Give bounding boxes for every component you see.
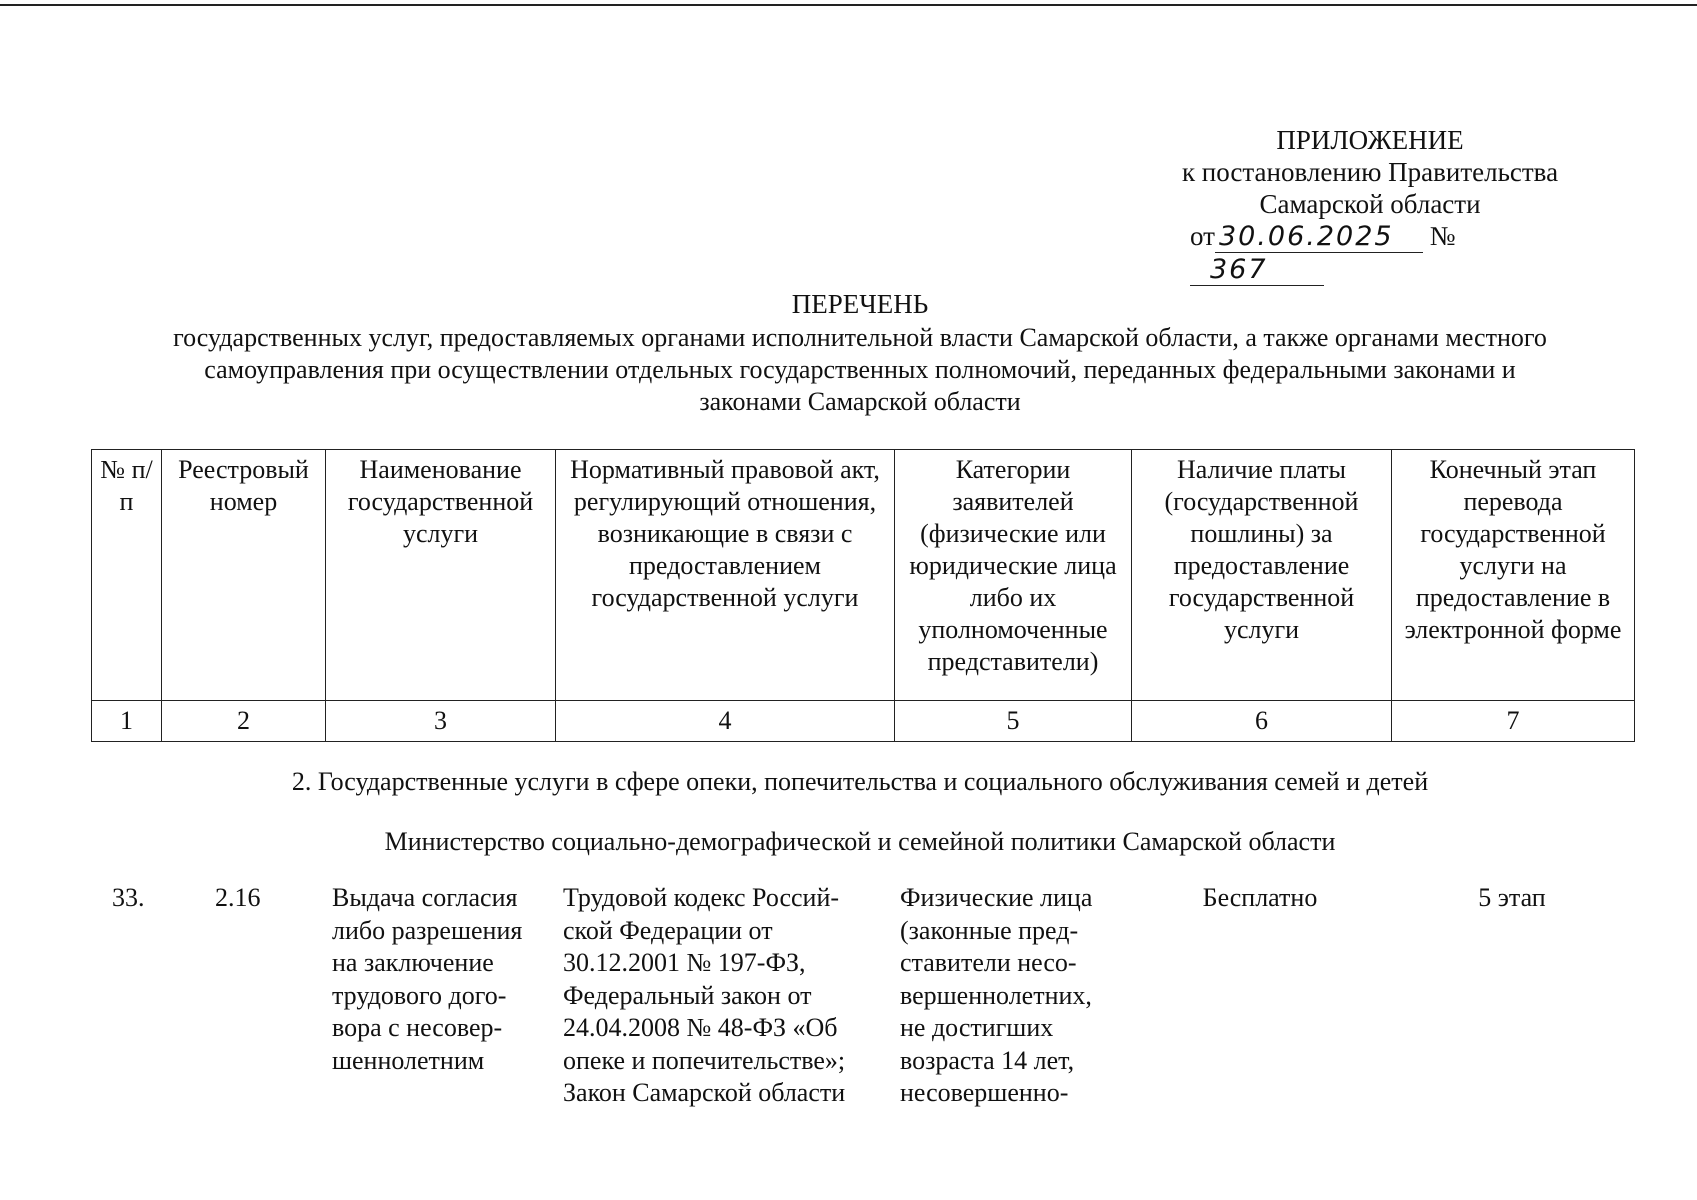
table-header-row — [92, 450, 1635, 701]
entry-registry-number: 2.16 — [215, 883, 261, 912]
service-line: шеннолетним — [332, 1045, 485, 1075]
entry-applicants — [900, 882, 1126, 1110]
top-border-line — [0, 4, 1697, 6]
appendix-heading: ПРИЛОЖЕНИЕ — [1276, 125, 1464, 155]
column-number: 1 — [92, 701, 162, 742]
column-number: 4 — [556, 701, 895, 742]
column-header: Категории заявителей (физические или юридические лица либо их уполномоченные представители) — [895, 450, 1132, 701]
appendix-line-1: к постановлению Правительства — [1181, 157, 1559, 187]
service-line: Выдача согласия — [332, 883, 518, 912]
column-header: Реестровый номер — [162, 450, 326, 701]
column-number-row — [92, 701, 1635, 742]
applicant-line: (законные пред- — [900, 915, 1079, 945]
applicant-line: ставители несо- — [900, 948, 1077, 977]
act-line: Закон Самарской области — [563, 1078, 846, 1107]
entry-final-stage: 5 этап — [1478, 883, 1546, 912]
document-title: ПЕРЕЧЕНЬ — [791, 289, 929, 319]
handwritten-date: 30.06.2025 — [1215, 222, 1423, 253]
column-number: 6 — [1132, 701, 1392, 742]
service-line: трудового дого- — [332, 980, 507, 1010]
column-header: Наименование государственной услуги — [326, 450, 556, 701]
appendix-block — [1160, 124, 1580, 286]
subtitle-line: государственных услуг, предоставляемых органами исполнительной власти Самарской области, а также органами местного — [173, 323, 1547, 352]
act-line: Федеральный закон от — [563, 980, 812, 1010]
service-line: на заключение — [332, 948, 494, 977]
column-header: Конечный этап перевода государственной услуги на предоставление в электронной форме — [1392, 450, 1635, 701]
column-number: 5 — [895, 701, 1132, 742]
entry-legal-act — [563, 882, 888, 1110]
act-line: 24.04.2008 № 48-ФЗ «Об — [563, 1013, 838, 1042]
column-number: 2 — [162, 701, 326, 742]
act-line: опеке и попечительстве»; — [563, 1045, 846, 1075]
appendix-line-2: Самарской области — [1259, 189, 1481, 219]
act-line: Трудовой кодекс Россий- — [563, 883, 840, 912]
act-line: ской Федерации от — [563, 915, 773, 945]
handwritten-number: 367 — [1190, 255, 1324, 286]
subtitle-line: самоуправления при осуществлении отдельных государственных полномочий, переданных федеральными законами и — [204, 355, 1516, 384]
services-table-header — [91, 449, 1635, 742]
applicant-line: вершеннолетних, — [900, 980, 1092, 1010]
column-header: № п/п — [92, 450, 162, 701]
column-number: 3 — [326, 701, 556, 742]
decree-line — [1160, 220, 1580, 286]
entry-service-name — [332, 882, 548, 1077]
entry-number: 33. — [112, 883, 145, 912]
applicant-line: Физические лица — [900, 883, 1093, 912]
act-line: 30.12.2001 № 197-ФЗ, — [563, 948, 806, 977]
entry-fee: Бесплатно — [1202, 883, 1318, 912]
applicant-line: несовершенно- — [900, 1078, 1069, 1107]
number-sign: № — [1429, 221, 1456, 251]
applicant-line: возраста 14 лет, — [900, 1045, 1075, 1075]
service-line: либо разрешения — [332, 915, 523, 945]
column-header: Наличие платы (государственной пошлины) за предоставление государственной услуги — [1132, 450, 1392, 701]
ministry-title: Министерство социально-демографической и семейной политики Самарской области — [384, 827, 1336, 856]
date-prefix: от — [1190, 221, 1215, 251]
applicant-line: не достигших — [900, 1013, 1054, 1042]
service-line: вора с несовер- — [332, 1013, 503, 1042]
subtitle-line: законами Самарской области — [699, 387, 1021, 416]
document-subtitle — [60, 322, 1660, 418]
section-title: 2. Государственные услуги в сфере опеки, попечительства и социального обслуживания семей и детей — [291, 767, 1429, 796]
column-header: Нормативный правовой акт, регулирующий отношения, возникающие в связи с предоставлением государственной услуги — [556, 450, 895, 701]
column-number: 7 — [1392, 701, 1635, 742]
